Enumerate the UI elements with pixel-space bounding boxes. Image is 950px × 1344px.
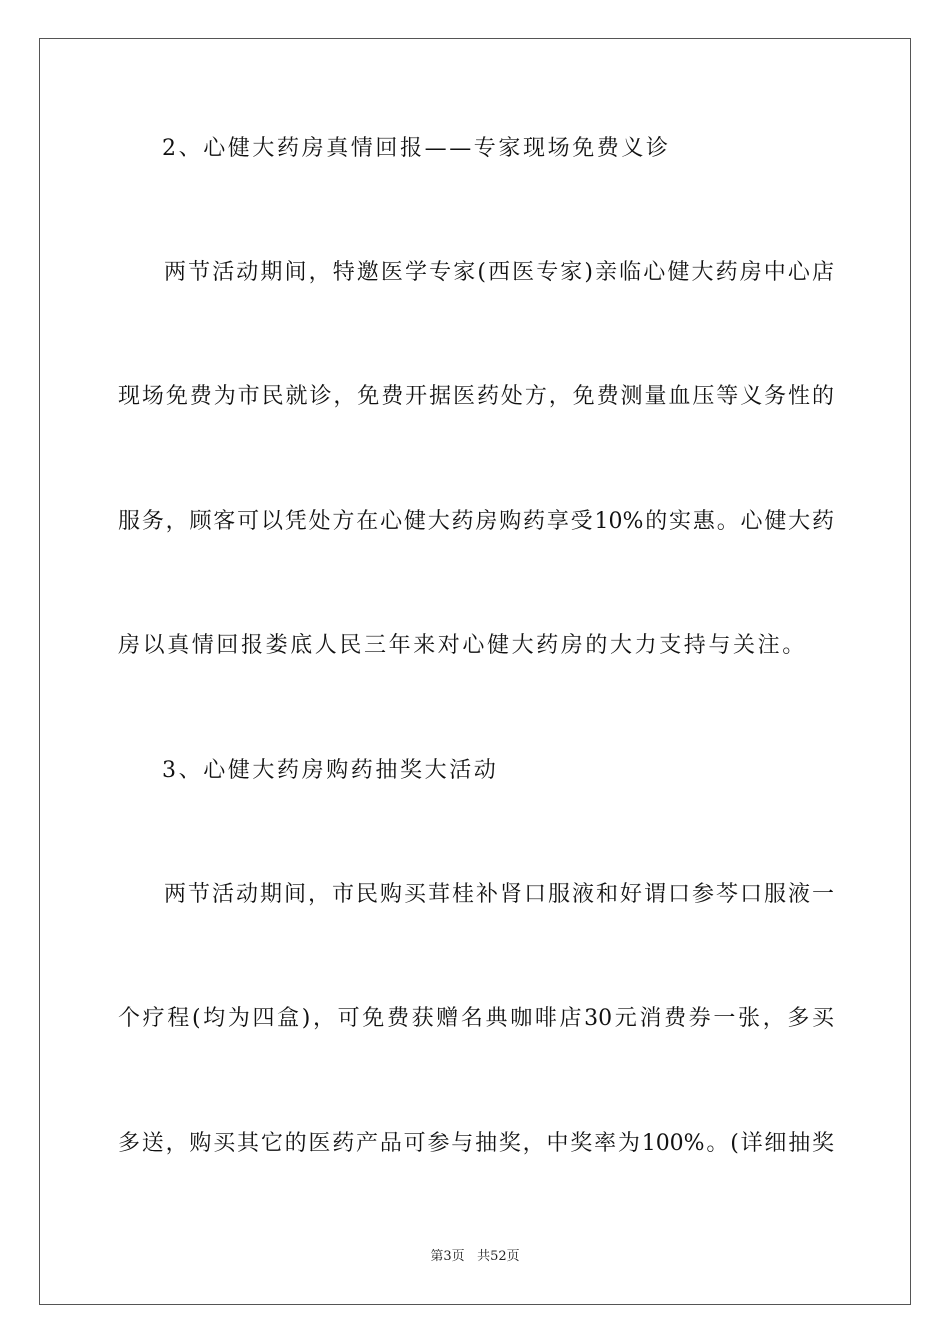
paragraph-line: 多送，购买其它的医药产品可参与抽奖，中奖率为100%。(详细抽奖 [118,1131,834,1156]
page-number: 第3页 [430,1249,465,1264]
page-footer [0,1248,950,1266]
page-total: 共52页 [477,1249,520,1264]
heading-3: 3、心健大药房购药抽奖大活动 [162,758,499,783]
heading-2: 2、心健大药房真情回报——专家现场免费义诊 [162,136,671,161]
paragraph-line: 现场免费为市民就诊，免费开据医药处方，免费测量血压等义务性的 [118,384,834,409]
paragraph-line: 房以真情回报娄底人民三年来对心健大药房的大力支持与关注。 [118,633,807,658]
paragraph-line: 服务，顾客可以凭处方在心健大药房购药享受10%的实惠。心健大药 [118,509,834,534]
paragraph-line: 两节活动期间，市民购买茸桂补肾口服液和好谓口参芩口服液一 [164,882,834,907]
paragraph-line: 两节活动期间，特邀医学专家(西医专家)亲临心健大药房中心店 [164,260,834,285]
paragraph-line: 个疗程(均为四盒)，可免费获赠名典咖啡店30元消费券一张，多买 [118,1006,834,1031]
page-border [39,38,911,1305]
